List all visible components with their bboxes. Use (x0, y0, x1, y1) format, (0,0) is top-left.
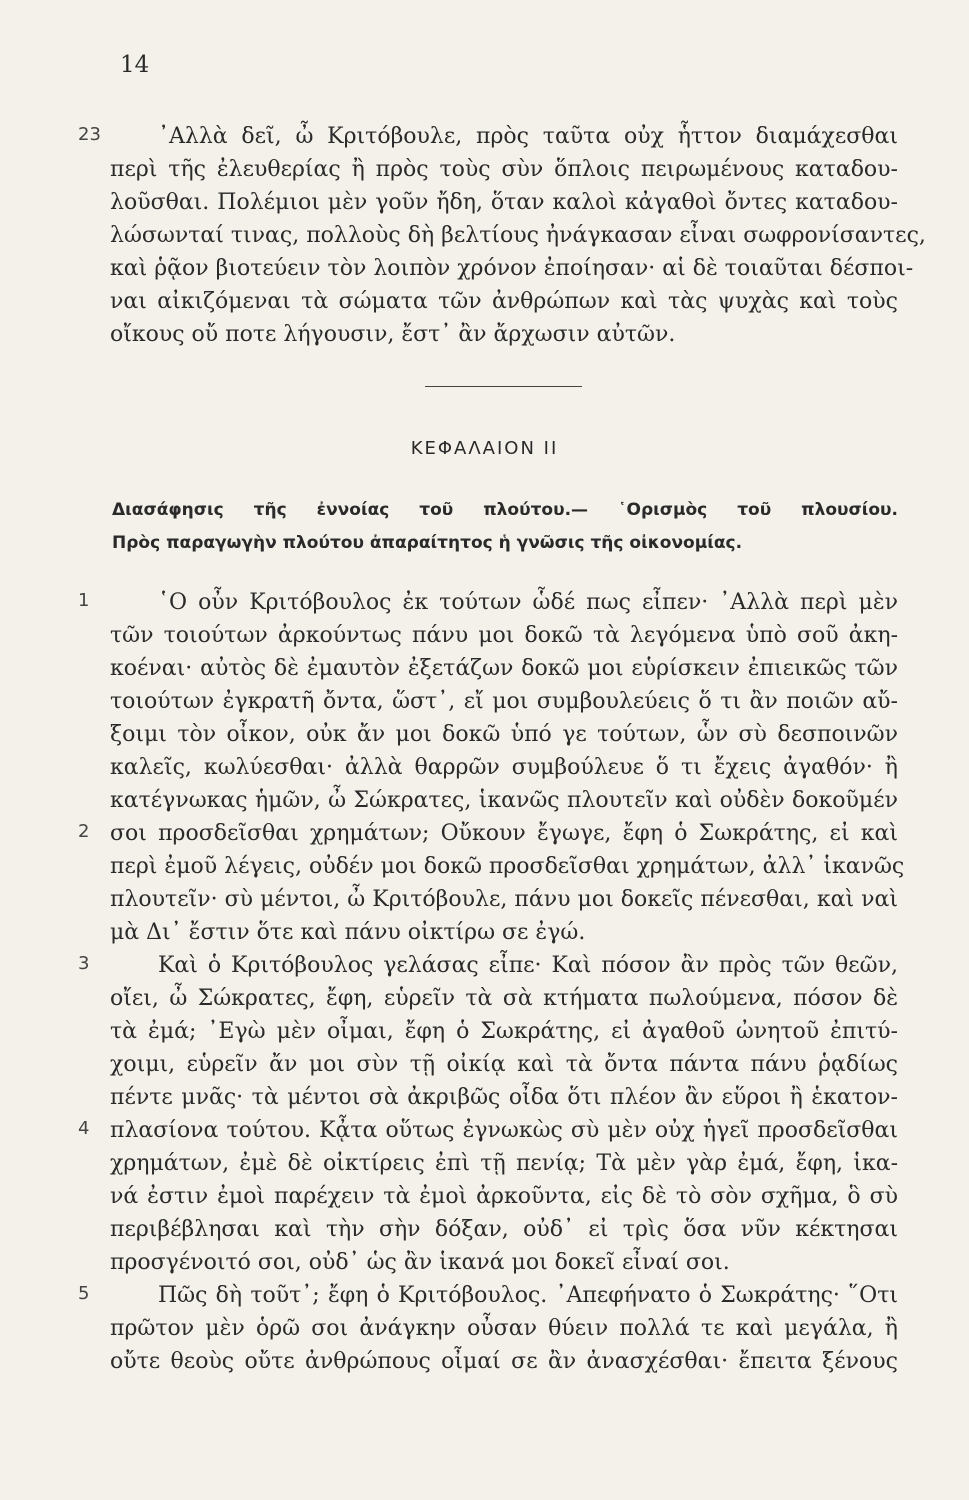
section-23-line: οἴκους οὔ ποτε λήγουσιν, ἔστ᾿ ἂν ἄρχωσιν αὐτῶν. (110, 322, 676, 347)
body-line: τῶν τοιούτων ἀρκούντως πάνυ μοι δοκῶ τὰ λεγόμενα ὑπὸ σοῦ ἀκη- (110, 623, 898, 648)
body-line: χρημάτων, ἐμὲ δὲ οἰκτίρεις ἐπὶ τῇ πενίᾳ; Τὰ μὲν γὰρ ἐμά, ἔφη, ἱκα- (110, 1151, 898, 1176)
section-23-line: ναι αἰκιζόμεναι τὰ σώματα τῶν ἀνθρώπων καὶ τὰς ψυχὰς καὶ τοὺς (110, 289, 898, 314)
body-line: σοι προσδεῖσθαι χρημάτων; Οὔκουν ἔγωγε, ἔφη ὁ Σωκράτης, εἰ καὶ (110, 821, 898, 846)
section-23-line: ᾿Αλλὰ δεῖ, ὦ Κριτόβουλε, πρὸς ταῦτα οὐχ ἧττον διαμάχεσθαι (158, 124, 898, 149)
body-line: νά ἐστιν ἐμοὶ παρέχειν τὰ ἐμοὶ ἀρκοῦντα, εἰς δὲ τὸ σὸν σχῆμα, ὃ σὺ (110, 1184, 898, 1209)
section-23-line: λοῦσθαι. Πολέμιοι μὲν γοῦν ἤδη, ὅταν καλοὶ κἀγαθοὶ ὄντες καταδου- (110, 190, 898, 215)
body-line: πέντε μνᾶς· τὰ μέντοι σὰ ἀκριβῶς οἶδα ὅτι πλέον ἂν εὕροι ἢ ἑκατον- (110, 1085, 898, 1110)
body-line: μὰ Δι᾿ ἔστιν ὅτε καὶ πάνυ οἰκτίρω σε ἐγώ. (110, 920, 586, 945)
margin-number-1: 1 (78, 590, 90, 611)
body-line: χοιμι, εὑρεῖν ἄν μοι σὺν τῇ οἰκίᾳ καὶ τὰ ὄντα πάντα πάνυ ῥᾳδίως (110, 1052, 898, 1077)
chapter-title: ΚΕΦΑΛΑΙΟΝ ΙΙ (410, 438, 559, 459)
body-line: ξοιμι τὸν οἶκον, οὐκ ἄν μοι δοκῶ ὑπό γε τούτων, ὧν σὺ δεσποινῶν (110, 722, 898, 747)
margin-number-23: 23 (78, 124, 101, 145)
body-line: ῾Ο οὖν Κριτόβουλος ἐκ τούτων ὧδέ πως εἶπεν· ᾿Αλλὰ περὶ μὲν (158, 590, 898, 615)
body-line: προσγένοιτό σοι, οὐδ᾿ ὡς ἂν ἱκανά μοι δοκεῖ εἶναί σοι. (110, 1250, 730, 1275)
body-line: τοιούτων ἐγκρατῆ ὄντα, ὥστ᾿, εἴ μοι συμβουλεύεις ὅ τι ἂν ποιῶν αὔ- (110, 689, 898, 714)
chapter-summary-line: Πρὸς παραγωγὴν πλούτου ἀπαραίτητος ἡ γνῶσις τῆς οἰκονομίας. (112, 533, 743, 553)
chapter-summary-line: Διασάφησις τῆς ἐννοίας τοῦ πλούτου.— ῾Ορισμὸς τοῦ πλουσίου. (112, 500, 898, 520)
section-23-line: καὶ ῥᾷον βιοτεύειν τὸν λοιπὸν χρόνον ἐποίησαν· αἱ δὲ τοιαῦται δέσποι- (110, 256, 914, 281)
body-line: Πῶς δὴ τοῦτ᾿; ἔφη ὁ Κριτόβουλος. ᾿Απεφήνατο ὁ Σωκράτης· ῞Οτι (158, 1283, 898, 1308)
body-line: περιβέβλησαι καὶ τὴν σὴν δόξαν, οὐδ᾿ εἰ τρὶς ὅσα νῦν κέκτησαι (110, 1217, 898, 1242)
body-line: καλεῖς, κωλύεσθαι· ἀλλὰ θαρρῶν συμβούλευε ὅ τι ἔχεις ἀγαθόν· ἢ (110, 755, 898, 780)
margin-number-5: 5 (78, 1283, 90, 1304)
body-line: οἴει, ὦ Σώκρατες, ἔφη, εὑρεῖν τὰ σὰ κτήματα πωλούμενα, πόσον δὲ (110, 986, 898, 1011)
section-23-line: λώσωνταί τινας, πολλοὺς δὴ βελτίους ἠνάγκασαν εἶναι σωφρονίσαντες, (110, 223, 926, 248)
page-number: 14 (120, 52, 150, 78)
margin-number-2: 2 (78, 821, 90, 842)
body-line: οὔτε θεοὺς οὔτε ἀνθρώπους οἶμαί σε ἂν ἀνασχέσθαι· ἔπειτα ξένους (110, 1349, 898, 1374)
margin-number-4: 4 (78, 1118, 90, 1139)
section-divider (425, 386, 582, 387)
body-line: τὰ ἐμά; ᾿Εγὼ μὲν οἶμαι, ἔφη ὁ Σωκράτης, εἰ ἀγαθοῦ ὠνητοῦ ἐπιτύ- (110, 1019, 898, 1044)
body-line: περὶ ἐμοῦ λέγεις, οὐδέν μοι δοκῶ προσδεῖσθαι χρημάτων, ἀλλ᾿ ἱκανῶς (110, 854, 905, 879)
body-line: κατέγνωκας ἡμῶν, ὦ Σώκρατες, ἱκανῶς πλουτεῖν καὶ οὐδὲν δοκοῦμέν (110, 788, 898, 813)
body-line: Καὶ ὁ Κριτόβουλος γελάσας εἶπε· Καὶ πόσον ἂν πρὸς τῶν θεῶν, (158, 953, 898, 978)
body-line: κοέναι· αὐτὸς δὲ ἐμαυτὸν ἐξετάζων δοκῶ μοι εὑρίσκειν ἐπιεικῶς τῶν (110, 656, 898, 681)
body-line: πρῶτον μὲν ὁρῶ σοι ἀνάγκην οὖσαν θύειν πολλά τε καὶ μεγάλα, ἢ (110, 1316, 898, 1341)
margin-number-3: 3 (78, 953, 90, 974)
section-23-line: περὶ τῆς ἐλευθερίας ἢ πρὸς τοὺς σὺν ὅπλοις πειρωμένους καταδου- (110, 157, 898, 182)
body-line: πλουτεῖν· σὺ μέντοι, ὦ Κριτόβουλε, πάνυ μοι δοκεῖς πένεσθαι, καὶ ναὶ (110, 887, 898, 912)
body-line: πλασίονα τούτου. Κᾆτα οὕτως ἐγνωκὼς σὺ μὲν οὐχ ἡγεῖ προσδεῖσθαι (110, 1118, 898, 1143)
